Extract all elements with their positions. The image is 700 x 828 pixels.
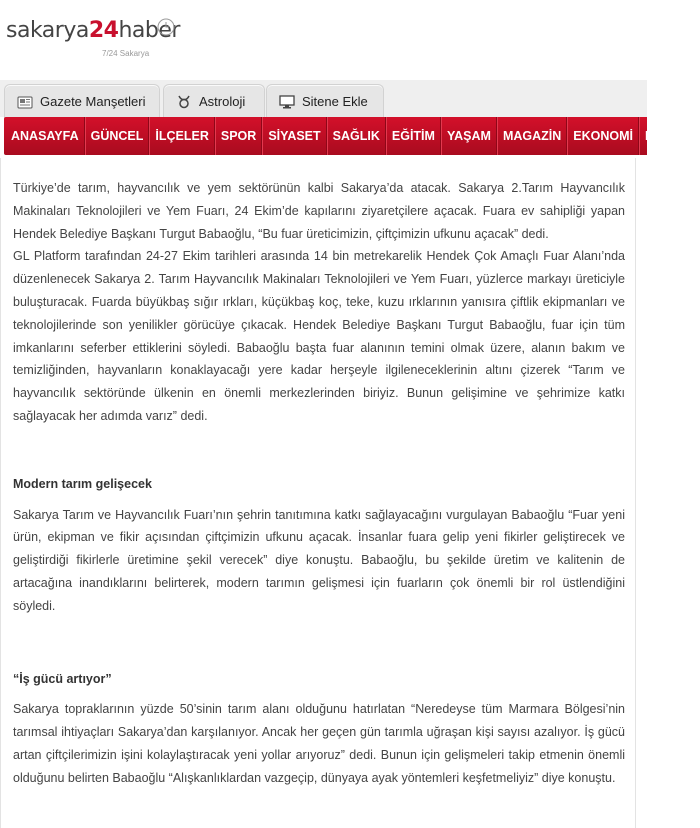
nav-item-guncel[interactable]: GÜNCEL bbox=[85, 117, 150, 155]
nav-item-ekonomi[interactable]: EKONOMİ bbox=[567, 117, 639, 155]
nav-item-yasam[interactable]: YAŞAM bbox=[441, 117, 497, 155]
tab-label: Gazete Manşetleri bbox=[40, 94, 146, 109]
nav-item-siyaset[interactable]: SİYASET bbox=[262, 117, 326, 155]
site-logo[interactable] bbox=[6, 18, 180, 58]
tab-label: Sitene Ekle bbox=[302, 94, 368, 109]
tab-astroloji[interactable] bbox=[163, 84, 265, 118]
main-nav bbox=[4, 117, 696, 155]
article-paragraph: Türkiye’de tarım, hayvancılık ve yem sektörünün kalbi Sakarya’da atacak. Sakarya 2.Tarım Hayvancılık Makinaları Teknolojileri ve Yem Fuarı, 24 Ekim’de kapılarını ziyaretçilere açacak. Fuara ev sahipliği yapan Hendek Belediye Başkanı Turgut Babaoğlu, “Bu fuar üreticimizin, çiftçimizin ufkunu açacak” dedi. bbox=[13, 181, 625, 241]
article-subheading: Modern tarım gelişecek bbox=[13, 476, 152, 491]
tab-gazete-mansetleri[interactable] bbox=[4, 84, 160, 118]
astrology-icon bbox=[176, 94, 192, 110]
clock-icon bbox=[156, 17, 176, 37]
tab-label: Astroloji bbox=[199, 94, 246, 109]
article-paragraph: Sakarya topraklarının yüzde 50’sinin tarım alanı olduğunu hatırlatan “Neredeyse tüm Marmara Bölgesi’nin tarımsal ihtiyaçları Sakarya’dan karşılanıyor. Ancak her geçen gün tarımla uğraşan kişi sayısı azalıyor. İş gücü artan çiftçilerimizin işini kolaylaştıracak yeni yollar arıyoruz” dedi. Bunun için gelişmeleri takip etmenin önemli olduğunu belirten Babaoğlu “Alışkanlıklardan vazgeçip, dünyaya ayak yöntemleri keşfetmeliyiz” diye konuştu. bbox=[13, 702, 625, 785]
nav-item-egitim[interactable]: EĞİTİM bbox=[386, 117, 441, 155]
article-paragraph: Sakarya Tarım ve Hayvancılık Fuarı’nın şehrin tanıtımına katkı sağlayacağını vurgulayan Babaoğlu “Fuar yeni ürün, ekipman ve fikir açısından çiftçimizin ufkunu açacak. İnsanlar fuara gelip yeni fikirler geliştirecek ve geliştirdiği fikirlerle üretimine şekil verecek” diye konuştu. Babaoğlu, bu şekilde üretim ve kalitenin de artacağına inandıklarını belirterek, modern tarımın gelişmesi için fuarların çok önemli bir rol üstlendiğini söyledi. bbox=[13, 507, 625, 613]
logo-brand-end: haber bbox=[118, 18, 180, 43]
article-paragraph: GL Platform tarafından 24-27 Ekim tarihleri arasında 14 bin metrekarelik Hendek Çok Amaçlı Fuar Alanı’nda düzenlenecek Sakarya 2. Tarım Hayvancılık Makinaları Teknolojileri ve Yem Fuarı, yüzlerce markayı üreticiyle buluşturacak. Fuarda büyükbaş sığır ırkları, küçükbaş koç, teke, kuzu ırklarının yanısıra çiftlik ekipmanları ve teknolojilerinde son yenilikler görücüye çıkacak. Hendek Belediye Başkanı Turgut Babaoğlu, fuar için tüm imkanlarını seferber ettiklerini söyledi. Babaoğlu başta fuar alanının temini olmak üzere, alanın bakım ve temizliğinden, hayvanların konaklayacağı yere kadar herşeyle ilgileneceklerinin altını çizerek “Tarım ve hayvancılık sektöründe ülkenin en önemli merkezlerinden biriyiz. Bunun gelişimine ve şehrimize katkı sağlayacak her adımda varız” dedi. bbox=[13, 249, 625, 423]
logo-tagline: 7/24 Sakarya bbox=[102, 49, 150, 58]
newspaper-icon bbox=[17, 94, 33, 110]
nav-item-ilceler[interactable]: İLÇELER bbox=[149, 117, 214, 155]
nav-item-kultur[interactable]: KÜLTÜR bbox=[639, 117, 700, 155]
logo-brand-num: 24 bbox=[88, 18, 119, 43]
nav-item-saglik[interactable]: SAĞLIK bbox=[327, 117, 386, 155]
nav-item-spor[interactable]: SPOR bbox=[215, 117, 262, 155]
article-body bbox=[0, 158, 636, 828]
logo-brand-main: sakarya bbox=[6, 18, 89, 43]
article-subheading: “İş gücü artıyor” bbox=[13, 671, 112, 686]
nav-item-anasayfa[interactable]: ANASAYFA bbox=[4, 117, 85, 155]
monitor-icon bbox=[279, 94, 295, 110]
tab-sitene-ekle[interactable] bbox=[266, 84, 384, 118]
site-header bbox=[0, 0, 647, 80]
nav-item-magazin[interactable]: MAGAZİN bbox=[497, 117, 567, 155]
